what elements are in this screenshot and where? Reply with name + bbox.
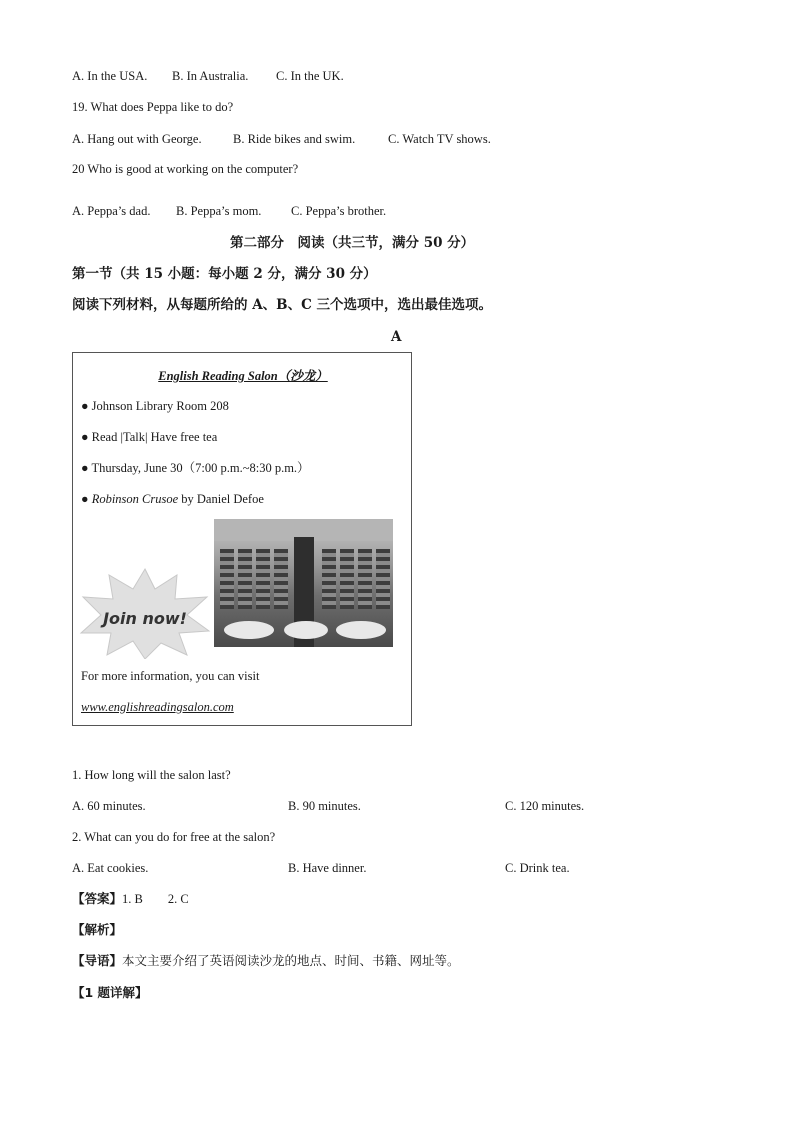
poster-activities: ● Read |Talk| Have free tea	[81, 430, 218, 444]
q20-option-b: B. Peppa’s mom.	[176, 204, 262, 218]
poster-time: ● Thursday, June 30（7:00 p.m.~8:30 p.m.）	[81, 461, 310, 475]
q2-option-c: C. Drink tea.	[505, 861, 570, 875]
q19-option-b: B. Ride bikes and swim.	[233, 132, 356, 146]
poster-book-author: by Daniel Defoe	[178, 492, 264, 506]
poster-more-info: For more information, you can visit	[81, 669, 260, 683]
q18-option-a: A. In the USA.	[72, 69, 148, 83]
detail-label: 【1 题详解】	[72, 985, 148, 1000]
instruction: 阅读下列材料，从每题所给的 A、B、C 三个选项中，选出最佳选项。	[72, 297, 493, 313]
poster-book-bullet: ●	[81, 492, 92, 506]
q18-option-c: C. In the UK.	[276, 69, 344, 83]
poster-title: English Reading Salon（沙龙）	[158, 369, 328, 383]
poster-location: ● Johnson Library Room 208	[81, 399, 229, 413]
q1-option-b: B. 90 minutes.	[288, 799, 361, 813]
q19-question: 19. What does Peppa like to do?	[72, 100, 234, 114]
q20-option-a: A. Peppa’s dad.	[72, 204, 151, 218]
q20-option-c: C. Peppa’s brother.	[291, 204, 387, 218]
poster-book	[81, 491, 264, 507]
q20-question: 20 Who is good at working on the computer?	[72, 162, 299, 176]
q2-option-a: A. Eat cookies.	[72, 861, 149, 875]
answer-text: 1. B 2. C	[122, 892, 189, 906]
answer-line	[72, 891, 189, 907]
analysis-label: 【解析】	[72, 922, 123, 937]
part2-heading: 第二部分 阅读（共三节，满分 50 分）	[230, 235, 475, 251]
passage-label: A	[391, 329, 402, 345]
poster-book-title: Robinson Crusoe	[91, 492, 179, 506]
salon-poster	[72, 352, 412, 726]
library-photo	[214, 519, 393, 647]
q19-option-c: C. Watch TV shows.	[388, 132, 491, 146]
q1-question: 1. How long will the salon last?	[72, 768, 231, 782]
answer-label: 【答案】	[72, 891, 123, 906]
join-now-burst	[79, 567, 211, 659]
poster-website-link[interactable]: www.englishreadingsalon.com	[81, 700, 234, 714]
guide-text: 本文主要介绍了英语阅读沙龙的地点、时间、书籍、网址等。	[122, 953, 460, 968]
q1-option-c: C. 120 minutes.	[505, 799, 585, 813]
q2-option-b: B. Have dinner.	[288, 861, 367, 875]
q2-question: 2. What can you do for free at the salon?	[72, 830, 276, 844]
q18-option-b: B. In Australia.	[172, 69, 249, 83]
guide-label: 【导语】	[72, 953, 123, 968]
q19-option-a: A. Hang out with George.	[72, 132, 202, 146]
section1-heading: 第一节（共 15 小题：每小题 2 分，满分 30 分）	[72, 266, 377, 282]
q1-option-a: A. 60 minutes.	[72, 799, 146, 813]
join-now-text: Join now!	[103, 609, 187, 628]
guide-line	[72, 953, 460, 969]
